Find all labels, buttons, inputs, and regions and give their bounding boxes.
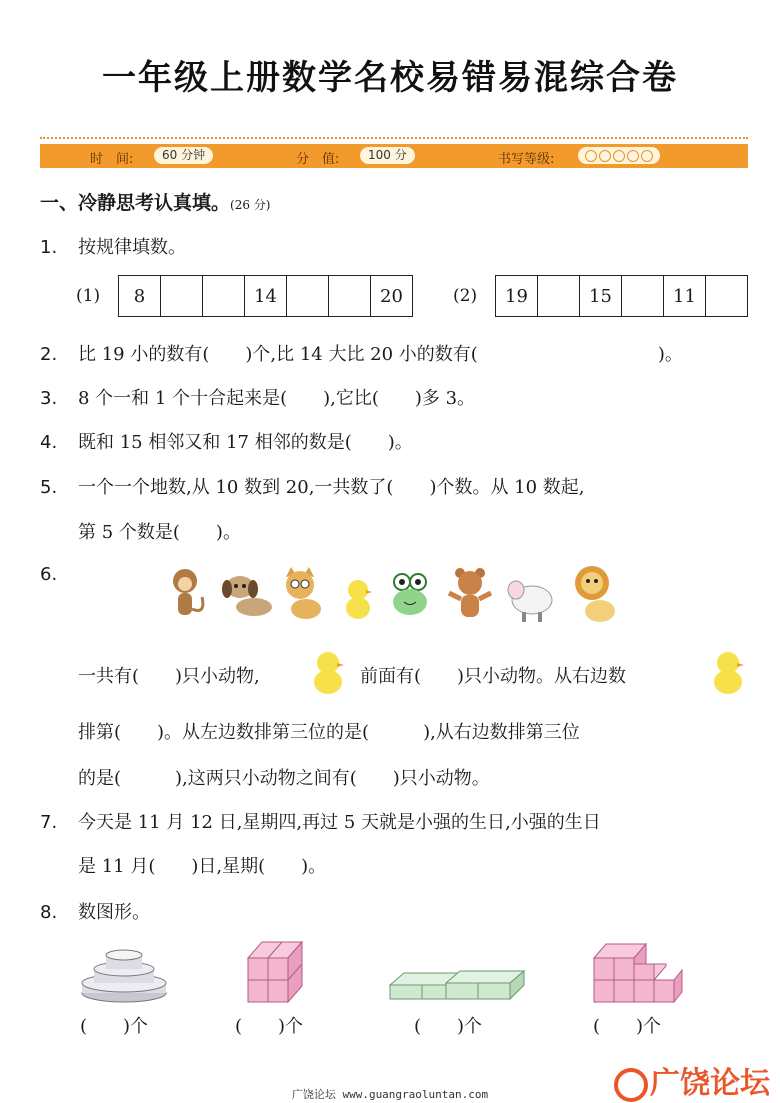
bear-icon (449, 568, 491, 617)
flat-boxes-figure (386, 963, 534, 1005)
time-value: 60 分钟 (154, 147, 213, 164)
question-text: 今天是 11 月 12 日,星期四,再过 5 天就是小强的生日,小强的生日 (78, 812, 601, 833)
chick-icon (706, 648, 750, 696)
section-heading (40, 188, 270, 215)
question-text: 一个一个地数,从 10 数到 20,一共数了( )个数。从 10 数起, (78, 477, 585, 498)
seq-cell[interactable] (622, 276, 664, 317)
seq-cell[interactable] (203, 276, 245, 317)
cat-icon (286, 567, 321, 619)
star-icon (627, 150, 639, 162)
section-points: (26 分) (230, 198, 271, 212)
seq-cell[interactable]: 15 (580, 276, 622, 317)
time-label: 时 间: (90, 152, 134, 167)
logo-icon (614, 1068, 648, 1102)
seq-cell[interactable]: 20 (371, 276, 413, 317)
count-blank-4[interactable]: ( )个 (593, 1016, 662, 1037)
chick-icon (306, 648, 350, 696)
count-blank-3[interactable]: ( )个 (414, 1016, 483, 1037)
question-number: 1. (40, 237, 58, 258)
seq-cell[interactable] (706, 276, 748, 317)
seq-cell[interactable]: 11 (664, 276, 706, 317)
info-bar (40, 144, 748, 168)
question-7-line2: 是 11 月( )日,星期( )。 (78, 856, 327, 877)
question-number: 4. (40, 432, 58, 453)
question-6-line1a: 一共有( )只小动物, (78, 666, 260, 687)
site-logo (614, 1058, 770, 1102)
question-text: 既和 15 相邻又和 17 相邻的数是( )。 (78, 432, 413, 453)
question-8 (40, 898, 150, 924)
question-number: 6. (40, 564, 58, 585)
seq-cell[interactable]: 14 (245, 276, 287, 317)
seq-cell[interactable]: 19 (496, 276, 538, 317)
seq-cell[interactable] (538, 276, 580, 317)
seq2-label: (2) (453, 286, 478, 306)
frog-icon (393, 574, 427, 615)
lion-icon (575, 566, 615, 622)
question-3 (40, 384, 475, 410)
cube-stack-figure (246, 938, 316, 1006)
sequence-table-1 (118, 275, 413, 317)
question-number: 2. (40, 344, 58, 365)
star-icon (641, 150, 653, 162)
stacked-cylinders-figure (78, 945, 170, 1007)
logo-text: 广饶论坛 (650, 1066, 770, 1101)
grade-label: 书写等级: (498, 152, 555, 167)
count-blank-2[interactable]: ( )个 (235, 1016, 304, 1037)
question-number: 8. (40, 902, 58, 923)
question-6-line2: 排第( )。从左边数排第三位的是( ),从右边数排第三位 (78, 722, 580, 743)
question-text: 数图形。 (78, 902, 150, 923)
question-4 (40, 428, 413, 454)
star-icon (585, 150, 597, 162)
question-6-line1b: 前面有( )只小动物。从右边数 (360, 666, 627, 687)
footer-watermark: 广饶论坛 www.guangraoluntan.com (291, 1088, 489, 1101)
question-2 (40, 340, 683, 366)
question-text: 按规律填数。 (78, 237, 186, 258)
seq-cell[interactable]: 8 (119, 276, 161, 317)
dog-icon (222, 576, 272, 616)
page-title: 一年级上册数学名校易错易混综合卷 (102, 58, 678, 98)
question-text: 8 个一和 1 个十合起来是( ),它比( )多 3。 (78, 388, 476, 409)
chick-icon (346, 580, 372, 619)
question-number: 7. (40, 812, 58, 833)
question-number: 5. (40, 477, 58, 498)
question-5-line2: 第 5 个数是( )。 (78, 522, 241, 543)
count-blank-1[interactable]: ( )个 (80, 1016, 149, 1037)
score-label: 分 值: (296, 152, 340, 167)
seq1-label: (1) (76, 286, 101, 306)
step-cubes-figure (592, 938, 684, 1006)
section-title: 一、冷静思考认真填。 (40, 192, 231, 214)
question-number: 3. (40, 388, 58, 409)
question-7 (40, 808, 601, 834)
sheep-icon (508, 581, 552, 622)
question-5 (40, 473, 585, 499)
star-icon (599, 150, 611, 162)
monkey-icon (173, 569, 203, 615)
question-6-line3: 的是( ),这两只小动物之间有( )只小动物。 (78, 768, 490, 789)
seq-cell[interactable] (287, 276, 329, 317)
star-icon (613, 150, 625, 162)
grade-stars (578, 147, 660, 164)
animal-row (160, 560, 630, 635)
question-text: 比 19 小的数有( )个,比 14 大比 20 小的数有( )。 (78, 344, 683, 365)
score-value: 100 分 (360, 147, 415, 164)
seq-cell[interactable] (329, 276, 371, 317)
question-6 (40, 564, 78, 585)
sequence-table-2 (495, 275, 748, 317)
seq-cell[interactable] (161, 276, 203, 317)
dotted-divider (40, 137, 748, 139)
question-1 (40, 233, 186, 259)
